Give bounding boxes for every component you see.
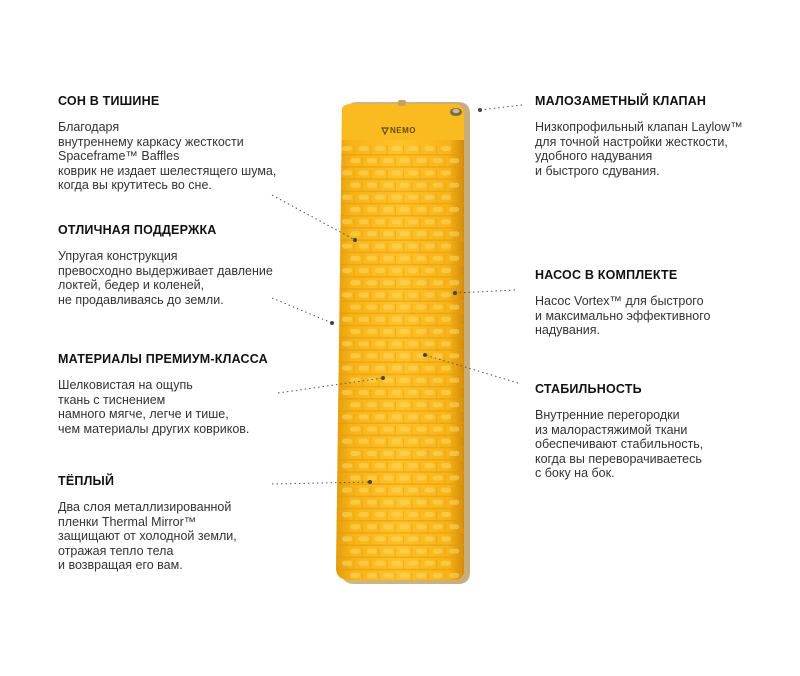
feature-title: ТЁПЛЫЙ [58,474,115,488]
feature-warm [58,474,237,573]
logo-text: NEMO [390,126,416,135]
feature-quiet [58,94,276,193]
feature-text: Упругая конструкция превосходно выдерживает давление локтей, бедер и коленей, не продавливаясь до земли. [58,249,273,307]
feature-title: МАЛОЗАМЕТНЫЙ КЛАПАН [535,94,707,108]
feature-support [58,223,273,307]
sleeping-mat-image [330,100,470,585]
feature-materials [58,352,268,436]
feature-title: СОН В ТИШИНЕ [58,94,160,108]
leader-dot [478,108,482,112]
feature-stability [535,382,703,481]
feature-text: Низкопрофильный клапан Laylow™ для точной настройки жесткости, удобного надувания и быстрого сдувания. [535,120,743,178]
feature-pump [535,268,710,338]
leader-valve [480,105,522,110]
sleeping-mat-illustration [330,100,470,585]
feature-valve [535,94,743,178]
feature-title: МАТЕРИАЛЫ ПРЕМИУМ-КЛАССА [58,352,268,366]
leader-support [272,298,332,323]
feature-title: НАСОС В КОМПЛЕКТЕ [535,268,678,282]
feature-text: Шелковистая на ощупь ткань с тиснением намного мягче, легче и тише, чем материалы других ковриков. [58,378,250,436]
feature-text: Внутренние перегородки из малорастяжимой ткани обеспечивают стабильность, когда вы переворачиваетесь с боку на бок. [535,408,704,480]
feature-text: Насос Vortex™ для быстрого и максимально эффективного надувания. [535,294,711,337]
feature-text: Благодаря внутреннему каркасу жесткости Spaceframe™ Baffles коврик не издает шелестящего шума, когда вы крутитесь во сне. [58,120,277,192]
feature-title: ОТЛИЧНАЯ ПОДДЕРЖКА [58,223,217,237]
feature-title: СТАБИЛЬНОСТЬ [535,382,642,396]
feature-text: Два слоя металлизированной пленки Thermal Mirror™ защищают от холодной земли, отражая тепло тела и возвращая его вам. [58,500,237,572]
